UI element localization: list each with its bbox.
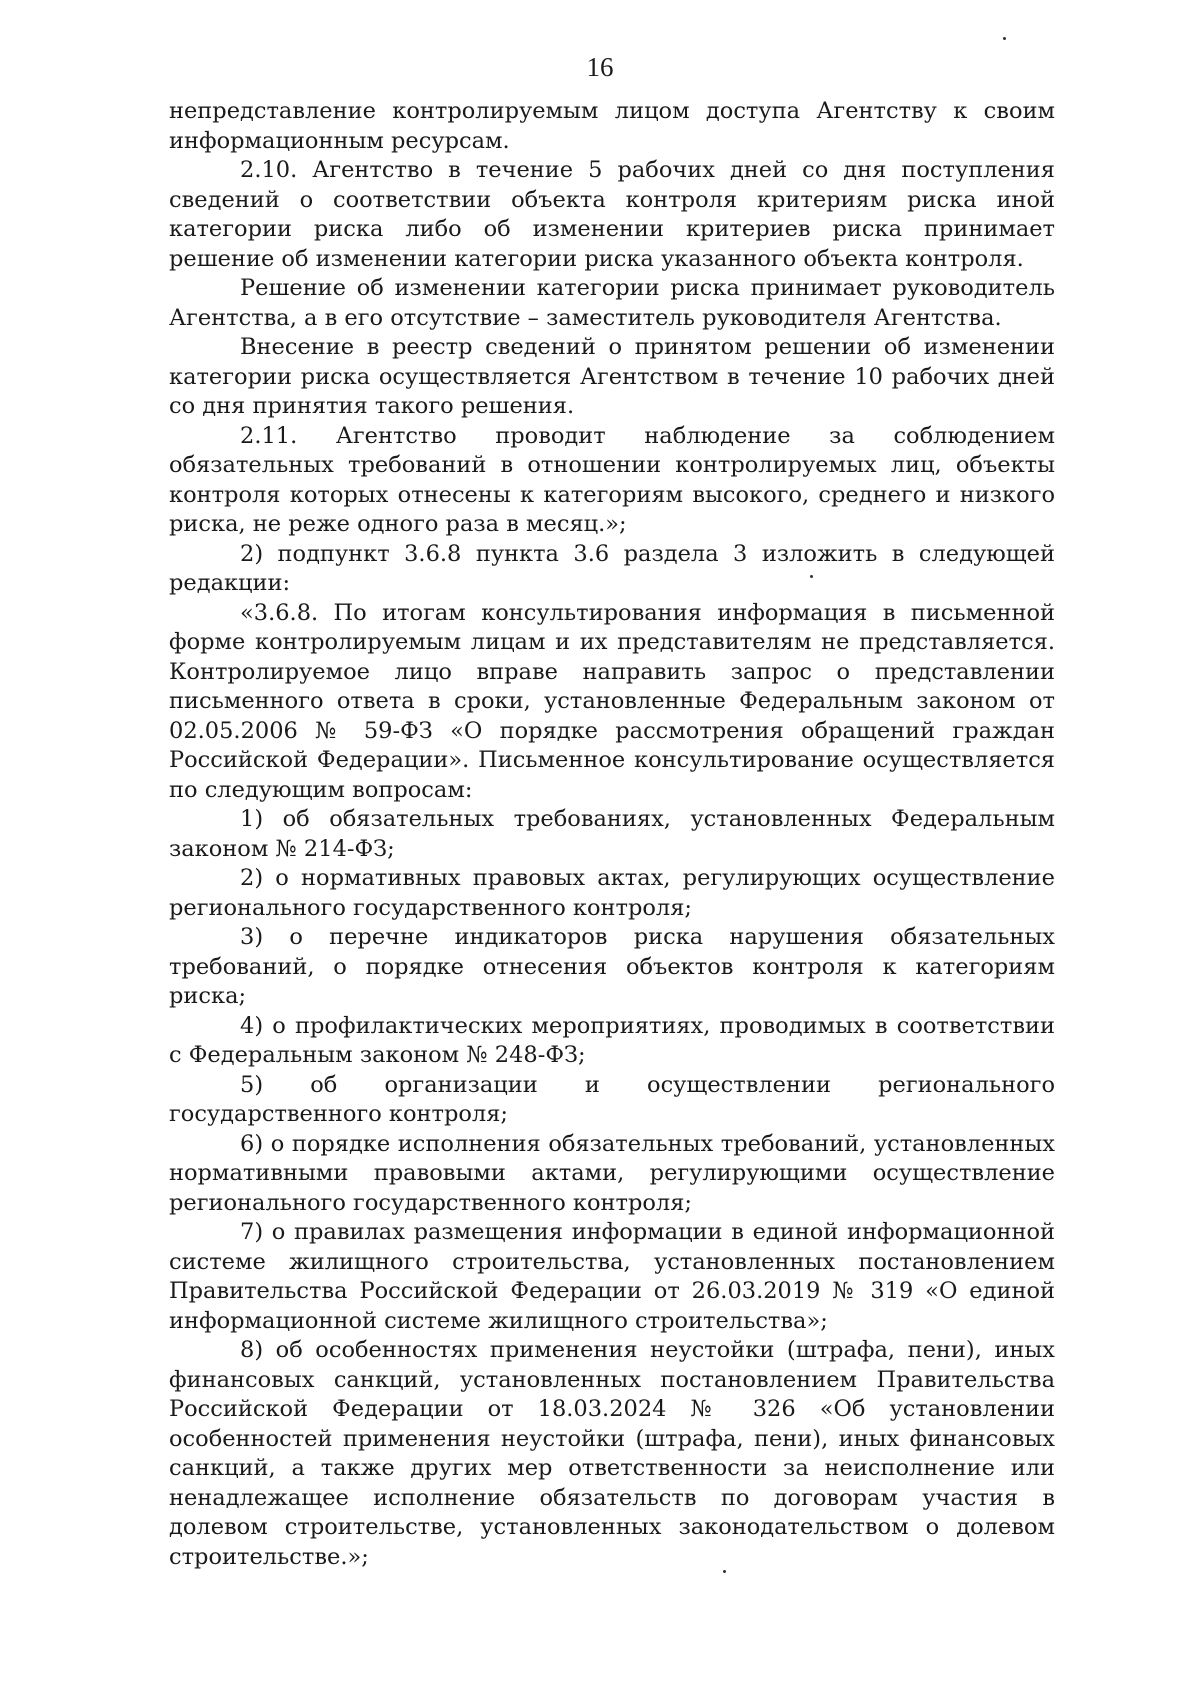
- list-item-5: 5) об организации и осуществлении регионального государственного контроля;: [169, 1071, 1055, 1127]
- paragraph-3-6-8: «3.6.8. По итогам консультирования информация в письменной форме контролируемым лицам и их представителям не представляется. Контролируемое лицо вправе направить запрос о представлении письменного ответа в сроки, установленные Федеральным законом от 02.05.2006 № 59-ФЗ «О порядке рассмотрения обращений граждан Российской Федерации». Письменное консультирование осуществляется по следующим вопросам:: [169, 599, 1055, 803]
- list-item-4: 4) о профилактических мероприятиях, проводимых в соответствии с Федеральным законом № 248-ФЗ;: [169, 1012, 1055, 1068]
- paragraph-2-10: 2.10. Агентство в течение 5 рабочих дней со дня поступления сведений о соответствии объекта контроля критериям риска иной категории риска либо об изменении критериев риска принимает решение об изменении категории риска указанного объекта контроля.: [169, 157, 1055, 272]
- list-item-6: 6) о порядке исполнения обязательных требований, установленных нормативными правовыми актами, регулирующими осуществление регионального государственного контроля;: [169, 1130, 1055, 1216]
- scan-speck: [723, 1570, 726, 1573]
- scan-speck: [1003, 37, 1006, 40]
- paragraph-registry: Внесение в реестр сведений о принятом решении об изменении категории риска осуществляется Агентством в течение 10 рабочих дней со дня принятия такого решения.: [169, 334, 1055, 419]
- list-item-3: 3) о перечне индикаторов риска нарушения обязательных требований, о порядке отнесения объектов контроля к категориям риска;: [169, 924, 1055, 1009]
- paragraph-2-11: 2.11. Агентство проводит наблюдение за соблюдением обязательных требований в отношении контролируемых лиц, объекты контроля которых отнесены к категориям высокого, среднего и низкого риска, не реже одного раза в месяц.»;: [169, 422, 1055, 537]
- body-text: [169, 97, 1055, 1572]
- paragraph-amendment-2: 2) подпункт 3.6.8 пункта 3.6 раздела 3 изложить в следующей редакции:: [169, 540, 1055, 596]
- list-item-8: 8) об особенностях применения неустойки (штрафа, пени), иных финансовых санкций, установленных постановлением Правительства Российской Федерации от 18.03.2024 № 326 «Об установлении особенностей применения неустойки (штрафа, пени), иных финансовых санкций, а также других мер ответственности за неисполнение или ненадлежащее исполнение обязательств по договорам участия в долевом строительстве, установленных законодательством о долевом строительстве.»;: [169, 1337, 1055, 1570]
- list-item-1: 1) об обязательных требованиях, установленных Федеральным законом № 214-ФЗ;: [169, 806, 1055, 862]
- page-number: 16: [586, 52, 614, 82]
- list-item-7: 7) о правилах размещения информации в единой информационной системе жилищного строительства, установленных постановлением Правительства Российской Федерации от 26.03.2019 № 319 «О единой информационной системе жилищного строительства»;: [169, 1219, 1055, 1334]
- scan-speck: [810, 575, 813, 578]
- list-item-2: 2) о нормативных правовых актах, регулирующих осуществление регионального государственного контроля;: [169, 865, 1055, 921]
- paragraph-decision: Решение об изменении категории риска принимает руководитель Агентства, а в его отсутствие – заместитель руководителя Агентства.: [169, 275, 1055, 331]
- paragraph-continuation: непредставление контролируемым лицом доступа Агентству к своим информационным ресурсам.: [169, 98, 1055, 154]
